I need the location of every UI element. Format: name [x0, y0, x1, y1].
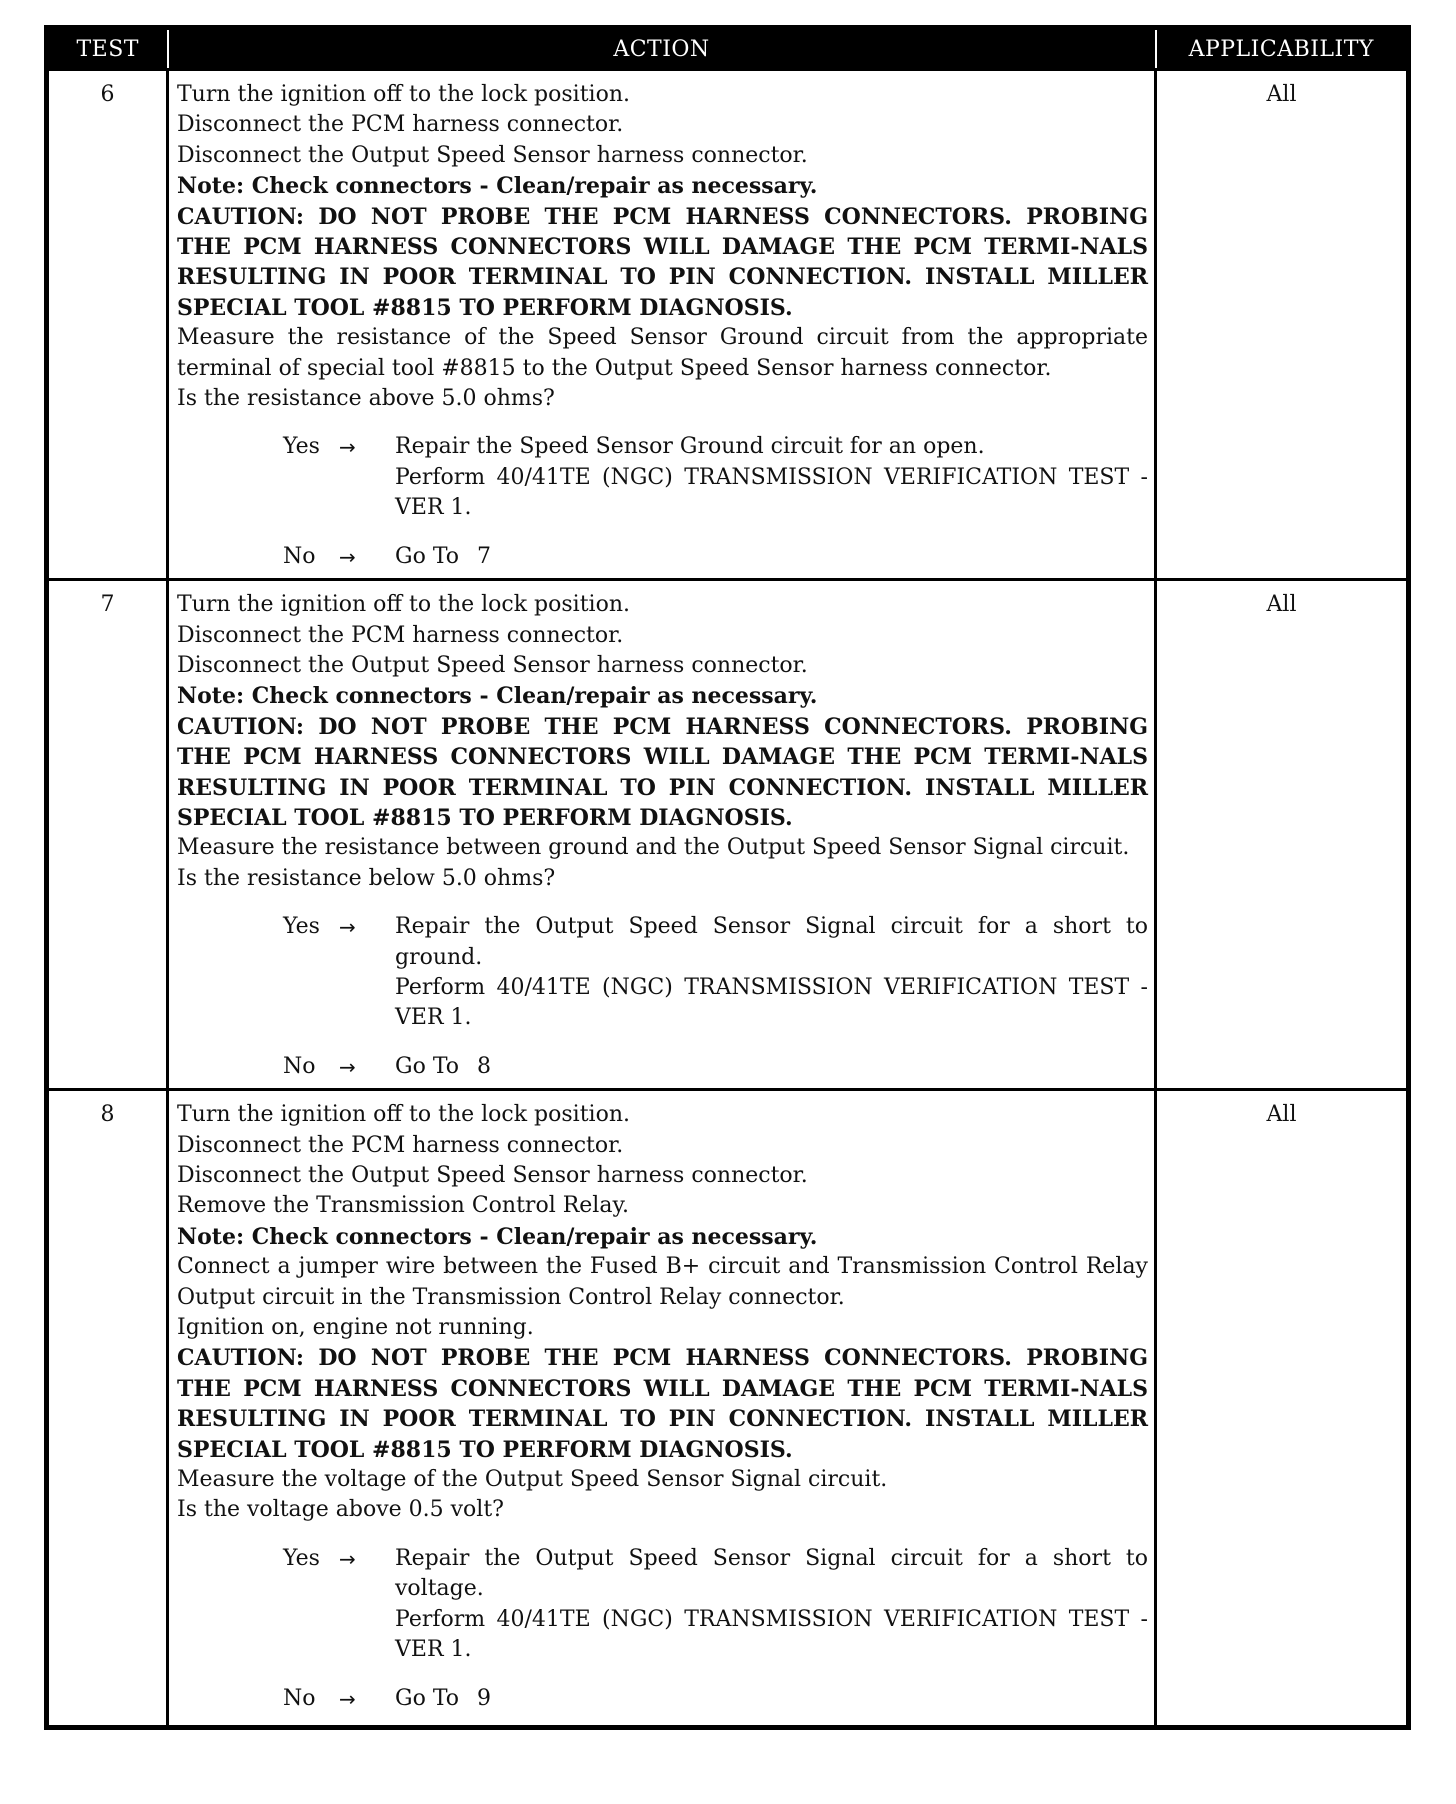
action-cell [168, 70, 1156, 580]
yes-repair-text: Repair the Output Speed Sensor Signal circuit for a short to ground. [395, 914, 1148, 970]
header-applicability: APPLICABILITY [1156, 28, 1409, 70]
no-outcome [177, 1052, 1148, 1082]
yes-outcome [177, 1544, 1148, 1666]
header-test: TEST [47, 28, 168, 70]
test-number: 8 [47, 1090, 168, 1728]
yes-outcome [177, 912, 1148, 1034]
yes-perform-text: Perform 40/41TE (NGC) TRANSMISSION VERIFICATION TEST - VER 1. [395, 464, 1148, 521]
measure-text: Measure the voltage of the Output Speed Sensor Signal circuit. [177, 1467, 888, 1493]
goto-text: Go To [395, 543, 460, 569]
ignition-text: Ignition on, engine not running. [177, 1315, 534, 1341]
test-row-6 [47, 70, 1409, 580]
test-number: 7 [47, 580, 168, 1090]
action-cell [168, 1090, 1156, 1728]
action-cell [168, 580, 1156, 1090]
right-arrow-icon: → [339, 1546, 356, 1571]
note-text: Note: Check connectors - Clean/repair as necessary. [177, 683, 818, 710]
note-text: Note: Check connectors - Clean/repair as necessary. [177, 173, 818, 200]
step-text: Disconnect the Output Speed Sensor harness connector. [177, 1163, 808, 1188]
applicability-value: All [1156, 70, 1409, 580]
note-text: Note: Check connectors - Clean/repair as necessary. [177, 1223, 818, 1250]
yes-perform-text: Perform 40/41TE (NGC) TRANSMISSION VERIFICATION TEST - VER 1. [395, 1606, 1148, 1663]
right-arrow-icon: → [339, 1686, 356, 1711]
step-text: Turn the ignition off to the lock position. [177, 1102, 630, 1128]
step-text: Turn the ignition off to the lock position. [177, 592, 630, 618]
table-header-row [47, 28, 1409, 70]
caution-text: CAUTION: DO NOT PROBE THE PCM HARNESS CONNECTORS. PROBING THE PCM HARNESS CONNECTORS WILL DAMAGE THE PCM TERMI-NALS RESULTING IN POOR TERMINAL TO PIN CONNECTION. INSTALL MILLER SPECIAL TOOL #8815 TO PERFORM DIAGNOSIS. [177, 1345, 1148, 1463]
header-action: ACTION [168, 28, 1156, 70]
no-label: No [283, 1685, 316, 1711]
right-arrow-icon: → [339, 1054, 356, 1079]
step-text: Disconnect the Output Speed Sensor harness connector. [177, 652, 808, 678]
step-text: Remove the Transmission Control Relay. [177, 1193, 629, 1219]
step-text: Turn the ignition off to the lock position. [177, 82, 630, 107]
no-outcome [177, 542, 1148, 572]
no-label: No [283, 1053, 316, 1079]
step-text: Disconnect the PCM harness connector. [177, 1132, 624, 1158]
test-row-8 [47, 1090, 1409, 1728]
step-text: Disconnect the PCM harness connector. [177, 112, 624, 138]
caution-text: CAUTION: DO NOT PROBE THE PCM HARNESS CONNECTORS. PROBING THE PCM HARNESS CONNECTORS WILL DAMAGE THE PCM TERMI-NALS RESULTING IN POOR TERMINAL TO PIN CONNECTION. INSTALL MILLER SPECIAL TOOL #8815 TO PERFORM DIAGNOSIS. [177, 713, 1148, 831]
yes-label: Yes [283, 914, 320, 940]
outcomes [177, 912, 1148, 1082]
question-text: Is the resistance below 5.0 ohms? [177, 865, 556, 891]
question-text: Is the resistance above 5.0 ohms? [177, 386, 555, 412]
yes-label: Yes [283, 434, 320, 460]
test-number: 6 [47, 70, 168, 580]
yes-outcome [177, 432, 1148, 523]
question-text: Is the voltage above 0.5 volt? [177, 1497, 504, 1523]
right-arrow-icon: → [339, 915, 356, 940]
goto-text: Go To [395, 1685, 460, 1711]
no-outcome [177, 1684, 1148, 1714]
right-arrow-icon: → [339, 435, 356, 460]
right-arrow-icon: → [339, 544, 356, 569]
yes-repair-text: Repair the Output Speed Sensor Signal circuit for a short to voltage. [395, 1545, 1148, 1602]
yes-label: Yes [283, 1545, 320, 1571]
yes-repair-text: Repair the Speed Sensor Ground circuit for an open. [395, 434, 985, 460]
diagnostic-test-table [44, 25, 1411, 1730]
jumper-text: Connect a jumper wire between the Fused B+ circuit and Transmission Control Relay Output circuit in the Transmission Control Relay connector. [177, 1254, 1148, 1310]
applicability-value: All [1156, 580, 1409, 1090]
goto-test-link[interactable]: 9 [477, 1685, 492, 1711]
applicability-value: All [1156, 1090, 1409, 1728]
no-label: No [283, 543, 316, 569]
outcomes [177, 1544, 1148, 1714]
test-row-7 [47, 580, 1409, 1090]
yes-perform-text: Perform 40/41TE (NGC) TRANSMISSION VERIFICATION TEST - VER 1. [395, 974, 1148, 1031]
step-text: Disconnect the PCM harness connector. [177, 622, 624, 648]
measure-text: Measure the resistance of the Speed Sensor Ground circuit from the appropriate terminal of special tool #8815 to the Output Speed Sensor harness connector. [177, 325, 1148, 381]
goto-text: Go To [395, 1053, 460, 1079]
outcomes [177, 432, 1148, 572]
goto-test-link[interactable]: 7 [477, 543, 492, 569]
caution-text: CAUTION: DO NOT PROBE THE PCM HARNESS CONNECTORS. PROBING THE PCM HARNESS CONNECTORS WILL DAMAGE THE PCM TERMI-NALS RESULTING IN POOR TERMINAL TO PIN CONNECTION. INSTALL MILLER SPECIAL TOOL #8815 TO PERFORM DIAGNOSIS. [177, 203, 1148, 321]
step-text: Disconnect the Output Speed Sensor harness connector. [177, 142, 808, 168]
goto-test-link[interactable]: 8 [477, 1053, 492, 1079]
measure-text: Measure the resistance between ground and the Output Speed Sensor Signal circuit. [177, 835, 1130, 861]
